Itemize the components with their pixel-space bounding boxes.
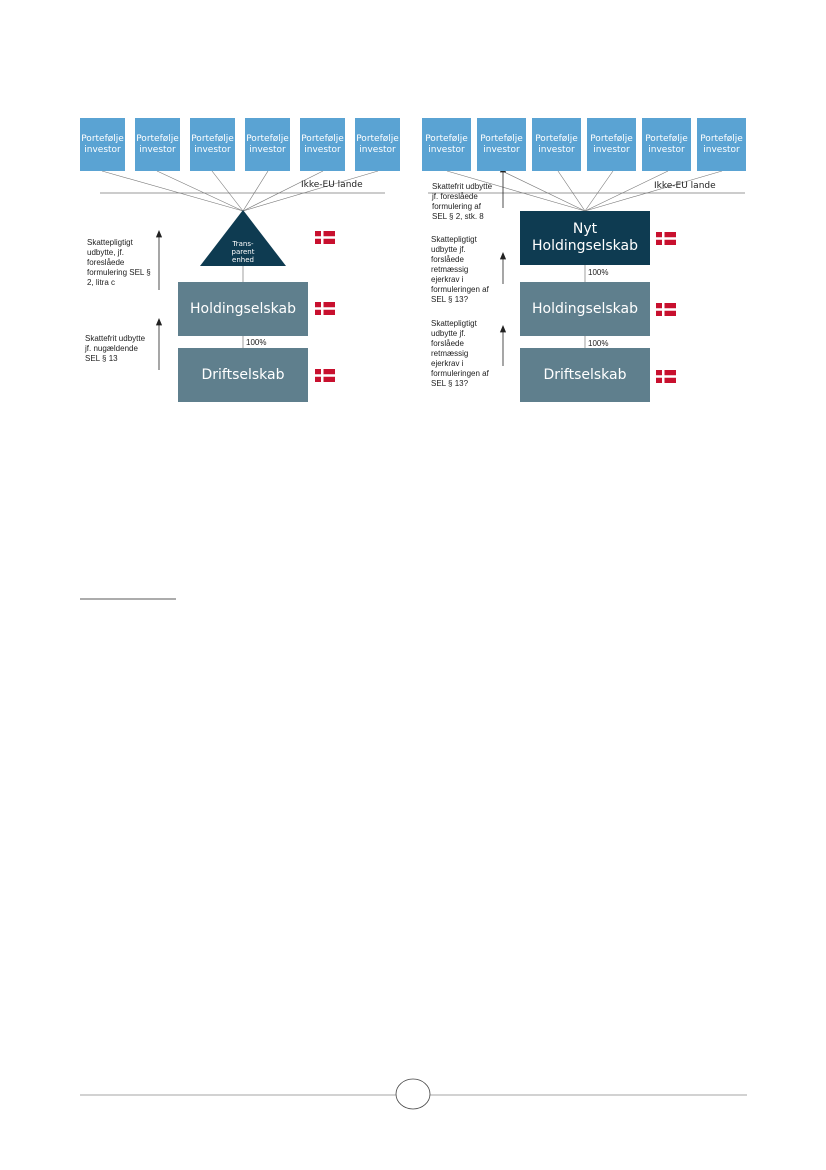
danish-flag-icon <box>656 303 676 316</box>
left-region-label: Ikke-EU lande <box>301 180 363 190</box>
danish-flag-icon <box>315 369 335 382</box>
left-note-taxfree: Skattefrit udbytte jf. nugældende SEL § 13 <box>85 334 146 363</box>
danish-flag-icon <box>315 231 335 244</box>
right-ownership-label-2: 100% <box>588 339 609 348</box>
right-note-taxfree: Skattefrit udbytte jf. foreslåede formulering af SEL § 2, stk. 8 <box>432 182 493 221</box>
right-operating-company: Driftselskab <box>520 348 650 402</box>
right-note-taxable-2: Skattepligtigt udbytte jf. forslåede retmæssig ejerkrav i formuleringen af SEL § 13? <box>431 319 489 388</box>
right-holding-company: Holdingselskab <box>520 282 650 336</box>
left-investor-2: Portefølje investor <box>135 118 180 171</box>
right-investor-3: Portefølje investor <box>532 118 581 171</box>
left-investor-3: Portefølje investor <box>190 118 235 171</box>
right-investor-2: Portefølje investor <box>477 118 526 171</box>
page-number-circle <box>396 1079 430 1109</box>
left-note-taxable: Skattepligtigt udbytte, jf. foreslåede formulering SEL § 2, litra c <box>87 238 151 287</box>
left-investor-5: Portefølje investor <box>300 118 345 171</box>
transparent-entity-label: Trans- parent enhed <box>231 240 255 264</box>
right-region-label: Ikke-EU lande <box>654 181 716 191</box>
left-fan-lines <box>102 171 378 211</box>
danish-flag-icon <box>656 232 676 245</box>
left-operating-company: Driftselskab <box>178 348 308 402</box>
right-investor-5: Portefølje investor <box>642 118 691 171</box>
left-ownership-label: 100% <box>246 338 267 347</box>
right-investor-4: Portefølje investor <box>587 118 636 171</box>
right-investor-6: Portefølje investor <box>697 118 746 171</box>
right-note-taxable-1: Skattepligtigt udbytte jf. forslåede retmæssig ejerkrav i formuleringen af SEL § 13? <box>431 235 489 304</box>
danish-flag-icon <box>656 370 676 383</box>
left-holding-company: Holdingselskab <box>178 282 308 336</box>
new-holding-company: Nyt Holdingselskab <box>520 211 650 265</box>
left-investor-6: Portefølje investor <box>355 118 400 171</box>
danish-flag-icon <box>315 302 335 315</box>
right-investor-1: Portefølje investor <box>422 118 471 171</box>
left-investor-1: Portefølje investor <box>80 118 125 171</box>
left-investor-4: Portefølje investor <box>245 118 290 171</box>
right-ownership-label-1: 100% <box>588 268 609 277</box>
